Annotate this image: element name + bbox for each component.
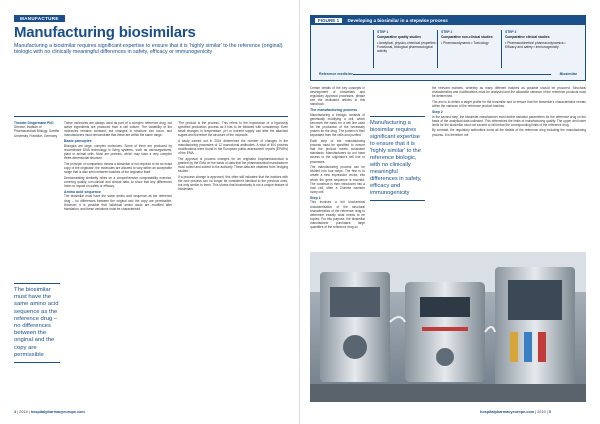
footer-right: hospitalpharmacyeurope.com | 2019 | 5 [480, 410, 551, 414]
paragraph: Each step of the manufacturing process must be specified to ensure that the product meets consistent standards. Manufacturers do not have access to the originator's cell line or processes. [310, 139, 365, 164]
paragraph: These molecules are always used as part of a complex reference drug, but active ingredients are produced from a cell culture. The variability of the molecules remains constant, but changes in structure can occur, and manufacturers must demonstrate that these are within the same range. [64, 121, 172, 138]
paragraph: The approval of process changes for an originator biopharmaceutical is granted by the EMA on the basis of data that the pharmaceutical manufacturer must collect and submit to the authority. These data are obtained from 'bridging studies'. [178, 156, 288, 174]
subheading: Step 1 [310, 195, 321, 200]
paragraph: If a process change is approved, this often still indicates that the batches with the new process can no longer be considered identical to the previous ones, but only similar to them. This shows that biosimilarity is not a unique feature of biosimilars. [178, 174, 288, 192]
step-items: • Pharmacodynamic • Toxicology [441, 40, 489, 45]
footer-year: 2019 [537, 410, 546, 414]
paragraph: The aim is to define a target profile for the biosimilar and to ensure that the biosimilar's characteristics remain within the variance of the reference product batches. [432, 99, 586, 108]
paragraph: The principle of comparison means a biosimilar is not required to be an exact copy of the originator; the molecules are allowed to vary within an acceptable range that is also seen between batches of the originator itself. [64, 161, 172, 175]
lab-equipment-illustration [310, 252, 586, 402]
step-label: STEP 3 [505, 30, 517, 34]
subheading: Basic principles [64, 138, 92, 143]
paragraph: Biologics are large, complex molecules. Some of them are produced by recombinant DNA technology in living systems, such as microorganisms, plant or animal cells. Most are proteins, which may have a very complex three-dimensional structure. [64, 143, 172, 161]
figure-header [311, 16, 585, 25]
paragraph: A study carried out in 2016 determined the number of changes in the manufacturing processes of 12 monoclonal antibodies. A total of 404 process modifications were found in the European public assessment reports (EPARs) of the EMA. [178, 138, 288, 156]
paragraph: The manufacturing process can be divided into four steps. The first is to create a new expression vector, into which the gene sequence is inserted. The construct is then introduced into a host cell, often a Chinese hamster ovary cell. [310, 165, 365, 194]
standfirst: Manufacturing a biosimilar requires significant expertise to ensure that it is 'highly similar' to the reference (original) biologic with no clinically meaningful differences in safety, efficacy or immunogenicity [14, 43, 283, 56]
figure-number: FIGURE 1 [315, 18, 342, 23]
page-number: 4 [14, 410, 17, 414]
divider [14, 116, 288, 117]
subheading: The manufacturing process [310, 108, 358, 113]
paragraph: Demonstrating similarity relies on a comprehensive comparability exercise, covering quality, non-clinical and clinical data, to show that any differences have no impact on safety or efficacy. [64, 175, 172, 188]
lab-photo [310, 252, 586, 402]
step-title: Comparative clinical studies [505, 35, 550, 40]
text-column-1 [64, 121, 172, 406]
author-role: Director, Institute of Pharmaceutical Biology, Goethe University, Frankfurt, Germany [14, 125, 60, 138]
paragraph: Certain details of the key concepts in development of biosimilars and regulatory approval processes, please see the dedicated articles in this handbook. [310, 86, 365, 107]
paragraph: In the second step, the biosimilar manufacturer must define variation parameters for the reference drug on the basis of the analytical data collected. This determines the limits of manufacturing quality. The upper and lower limits for the biosimilar must not exceed or fall below the corresponding limits of the reference drug. [432, 114, 586, 127]
page-number: 5 [548, 410, 551, 414]
subheading: Amino acid sequence [64, 189, 101, 194]
step-items: • Pharmacokinetics/ pharmacodynamics • Efficacy and safety • Immunogenicity [505, 40, 566, 49]
step-title: Comparative non-clinical studies [441, 35, 493, 40]
paragraph: 'The product is the process'. This refers to the importance of a rigorously specified production process as it has to be followed with consistency. Even small changes in temperature, pH or nutrient supply can alter the attached sugars and therefore the structure of the molecule. [178, 121, 288, 138]
paragraph: the relevant markets, whereby as many different batches as possible should be procured. Structural characteristics and modifications must be analysed and the allowable variance of the reference products must be determined. [432, 86, 586, 99]
paragraph: By contrast, the regulatory authorities know all the details of the reference drug including the manufacturing process. It is therefore not [432, 128, 586, 137]
text-column-4 [432, 86, 586, 248]
footer-site[interactable]: hospitalpharmacyeurope.com [480, 410, 535, 414]
author-name: Theodor Dingermann PhD [14, 121, 54, 125]
text-column-3 [310, 86, 365, 248]
arrow-line [353, 74, 551, 75]
page-title: Manufacturing biosimilars [14, 24, 196, 41]
figure-arrow-row [319, 70, 577, 80]
pull-quote-left: The biosimilar must have the same amino acid sequence as the reference drug – no differences between the original and the copy are permissible [14, 283, 60, 363]
figure-step-3 [501, 30, 571, 68]
paragraph: Manufacturing a biologic consists of genetically modifying a cell, which becomes the basis for a cell line used for the production of the necessary protein for the drug. The protein is then separated from the cells and purified. [310, 112, 365, 138]
step-title: Comparative quality studies [377, 35, 421, 40]
figure-step-1 [373, 30, 443, 68]
author-box [14, 121, 60, 138]
pull-quote-right: Manufacturing a biosimilar requires significant expertise to ensure that it is 'highly similar' to the reference biologic, with no clinically meaningful differences in safety, efficacy and immunogenicity [370, 116, 425, 201]
figure-step-2 [437, 30, 507, 68]
section-tag: MANUFACTURE [14, 15, 65, 22]
subheading: Step 2 [432, 109, 443, 114]
text-column-2 [178, 121, 288, 406]
start-label: Reference medicine [319, 72, 353, 76]
step-label: STEP 1 [377, 30, 389, 34]
footer-left: 4 | 2019 | hospitalpharmacyeurope.com [14, 410, 85, 414]
end-label: Biosimilar [559, 72, 577, 76]
figure-title: Developing a biosimilar in a stepwise process [347, 18, 448, 23]
paragraph: The biosimilar must have the same amino acid sequence as the reference drug – no differences between the original and the copy are permissible. However, it is possible that individual amino acids are modified after translation, and these variations must be characterised. [64, 194, 172, 211]
paragraph: This involves a full biochemical characterisation of the structural characteristics of the reference drug to determine exactly what needs to be copied. For this purpose, the biosimilar manufacturer purchases large quantities of the reference drug on [310, 200, 365, 229]
footer-year: 2019 [19, 410, 28, 414]
footer-site[interactable]: hospitalpharmacyeurope.com [30, 410, 85, 414]
step-items: • Analytical, physico-chemical properties • Functional, biological pharmacological activity [377, 40, 438, 54]
step-label: STEP 2 [441, 30, 453, 34]
figure-stepwise [310, 15, 586, 81]
